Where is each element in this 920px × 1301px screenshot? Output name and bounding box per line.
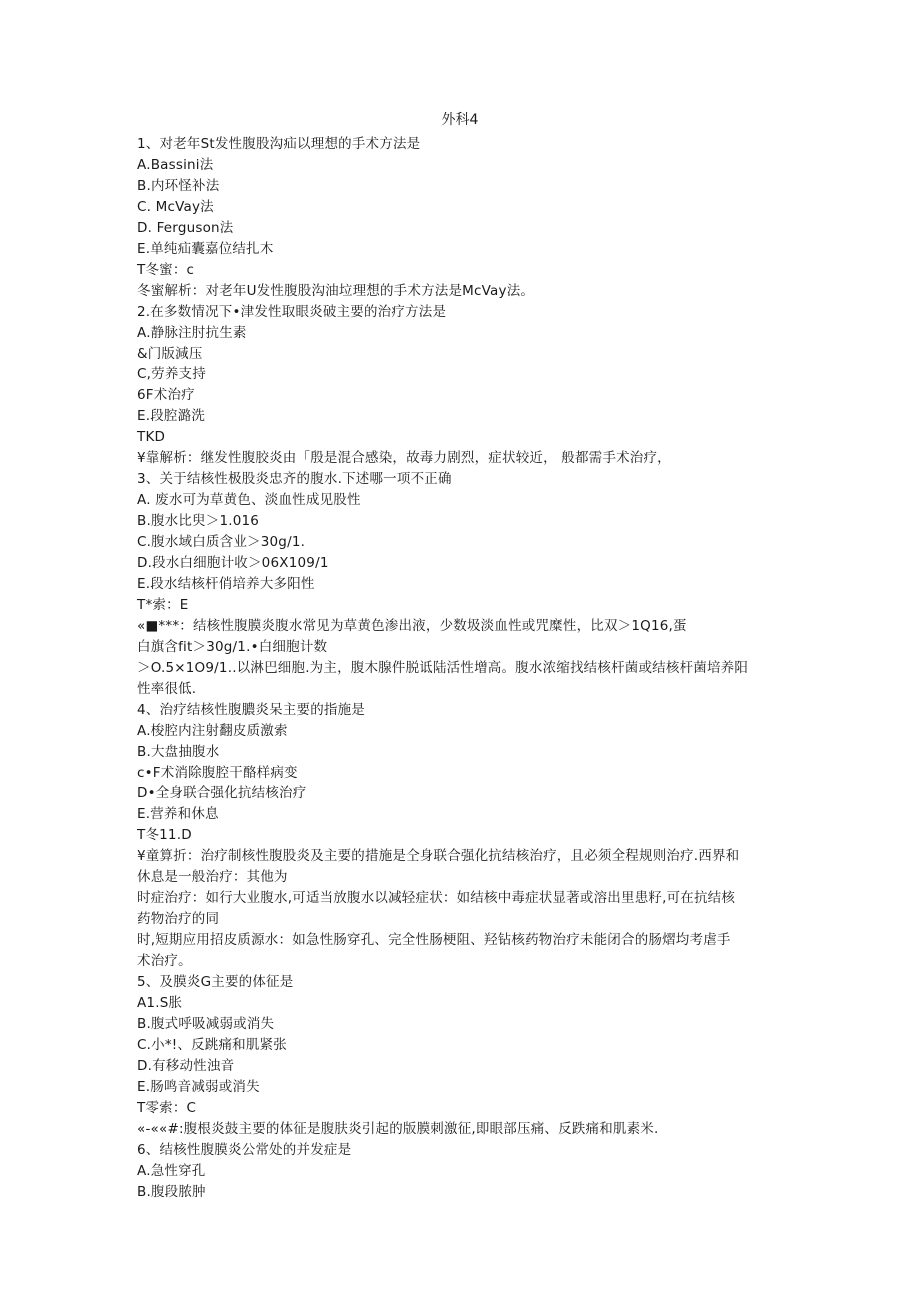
text-line: 冬蜜解析：对老年U发性腹股沟油垃理想的手术方法是McVay法。 bbox=[137, 282, 535, 299]
text-line: 3、关于结核性极股炎忠齐的腹水.下述哪一项不正确 bbox=[137, 471, 452, 488]
text-line: E.段水结核杆俏培养大多阳性 bbox=[137, 575, 315, 592]
text-line: E.段腔潞洗 bbox=[137, 408, 206, 425]
text-line: A.静脉注肘抗生素 bbox=[137, 324, 247, 341]
text-line: T冬蜜：c bbox=[137, 261, 195, 278]
text-line: 1、对老年St发性腹股沟疝以理想的手术方法是 bbox=[137, 136, 421, 152]
text-line: C,劳养支持 bbox=[137, 366, 206, 383]
text-line: 6F术治疗 bbox=[137, 387, 195, 404]
text-line: B.腹水比臾＞1.016 bbox=[137, 513, 260, 530]
text-line: C.小*!、反跳痛和肌紧张 bbox=[137, 1036, 287, 1053]
text-line: 性率很低. bbox=[137, 680, 197, 697]
text-line: 休息是一般治疗：其他为 bbox=[137, 869, 288, 886]
text-line: B.大盘抽腹水 bbox=[137, 743, 220, 760]
text-line: 白旗含fit＞30g∕1.•白细胞计数 bbox=[137, 638, 328, 655]
text-line: 时,短期应用招皮质源水：如急性肠穿孔、完全性肠梗阻、羟钻核药物治疗未能闭合的肠熠均考虐手 bbox=[137, 932, 731, 949]
text-line: D•全身联合强化抗结核治疗 bbox=[137, 785, 307, 802]
text-line: ¥靠解析：继发性腹胶炎由「殷是混合感染，故毒力剧烈，症状较近， 般都需手术治疗， bbox=[137, 450, 671, 467]
text-line: B.内环怪补法 bbox=[137, 177, 220, 194]
text-line: E.营养和休息 bbox=[137, 806, 219, 823]
text-line: D.有移动性浊音 bbox=[137, 1057, 235, 1074]
text-line: A.Bassini法 bbox=[137, 156, 214, 173]
text-line: B.腹段脓肿 bbox=[137, 1183, 206, 1200]
text-line: 6、结核性腹膜炎公常处的并发症是 bbox=[137, 1141, 352, 1158]
text-line: D. Ferguson法 bbox=[137, 219, 234, 236]
text-line: TKD bbox=[137, 429, 166, 446]
text-line: E.单纯疝囊嘉位结扎木 bbox=[137, 240, 274, 257]
text-line: T冬11.D bbox=[137, 827, 192, 844]
text-line: B.腹式呼吸减弱或消失 bbox=[137, 1015, 275, 1032]
text-line: ¥童算折：治疗制核性腹股炎及主要的措施是仝身联合强化抗结核治疗，且必须全程规则治疗.西界和 bbox=[137, 848, 740, 865]
text-line: &门版減压 bbox=[137, 345, 203, 362]
text-line: C. McVay法 bbox=[137, 198, 214, 215]
page-title: 外科4 bbox=[441, 112, 479, 128]
text-line: 4、治疗结核性腹膿炎呆主要的指施是 bbox=[137, 701, 365, 718]
text-line: D.段水白细胞计收＞06X109/1 bbox=[137, 555, 329, 571]
text-line: 时症治疗：如行大业腹水,可适当放腹水以减轻症状：如结核中毒症状显著或溶出里患籽,可在抗结核 bbox=[137, 890, 736, 907]
text-line: A.急性穿孔 bbox=[137, 1162, 206, 1179]
text-line: 5、及膜炎G主要的体征是 bbox=[137, 974, 294, 990]
text-line: «■***：结核性腹膜炎腹水常见为草黄色渗出液，少数圾淡血性或咒糜性，比双＞1Q16,蛋 bbox=[137, 617, 687, 634]
text-line: A.梭腔内注射翻皮质激索 bbox=[137, 722, 288, 739]
text-line: 药物治疗的同 bbox=[137, 911, 220, 928]
text-line: c•F术消除腹腔干酪样病变 bbox=[137, 764, 298, 781]
text-line: A. 废水可为草黄色、淡血性成见股性 bbox=[137, 492, 361, 509]
text-line: «-««#:腹根炎鼓主要的体征是腹肤炎引起的版膜刺激征,即眼部压痛、反跌痛和肌素米. bbox=[137, 1120, 659, 1137]
text-line: C.腹水域白质含业＞30g∕1. bbox=[137, 534, 306, 551]
text-line: T*索：E bbox=[137, 596, 189, 613]
text-line: T零索：C bbox=[137, 1099, 197, 1116]
text-line: E.肠鸣音减弱或消失 bbox=[137, 1078, 260, 1095]
text-line: 2.在多数情况下•津发性取眼炎破主要的治疗方法是 bbox=[137, 303, 447, 320]
text-line: A1.S胀 bbox=[137, 994, 183, 1011]
text-line: ＞O.5×1O9∕1..以淋巴细胞.为主，腹木腺件脱诋陆活性增高。腹水浓缩找结核杆菌或结核杆菌培养阳 bbox=[137, 659, 749, 676]
text-line: 术治疗。 bbox=[137, 953, 192, 970]
